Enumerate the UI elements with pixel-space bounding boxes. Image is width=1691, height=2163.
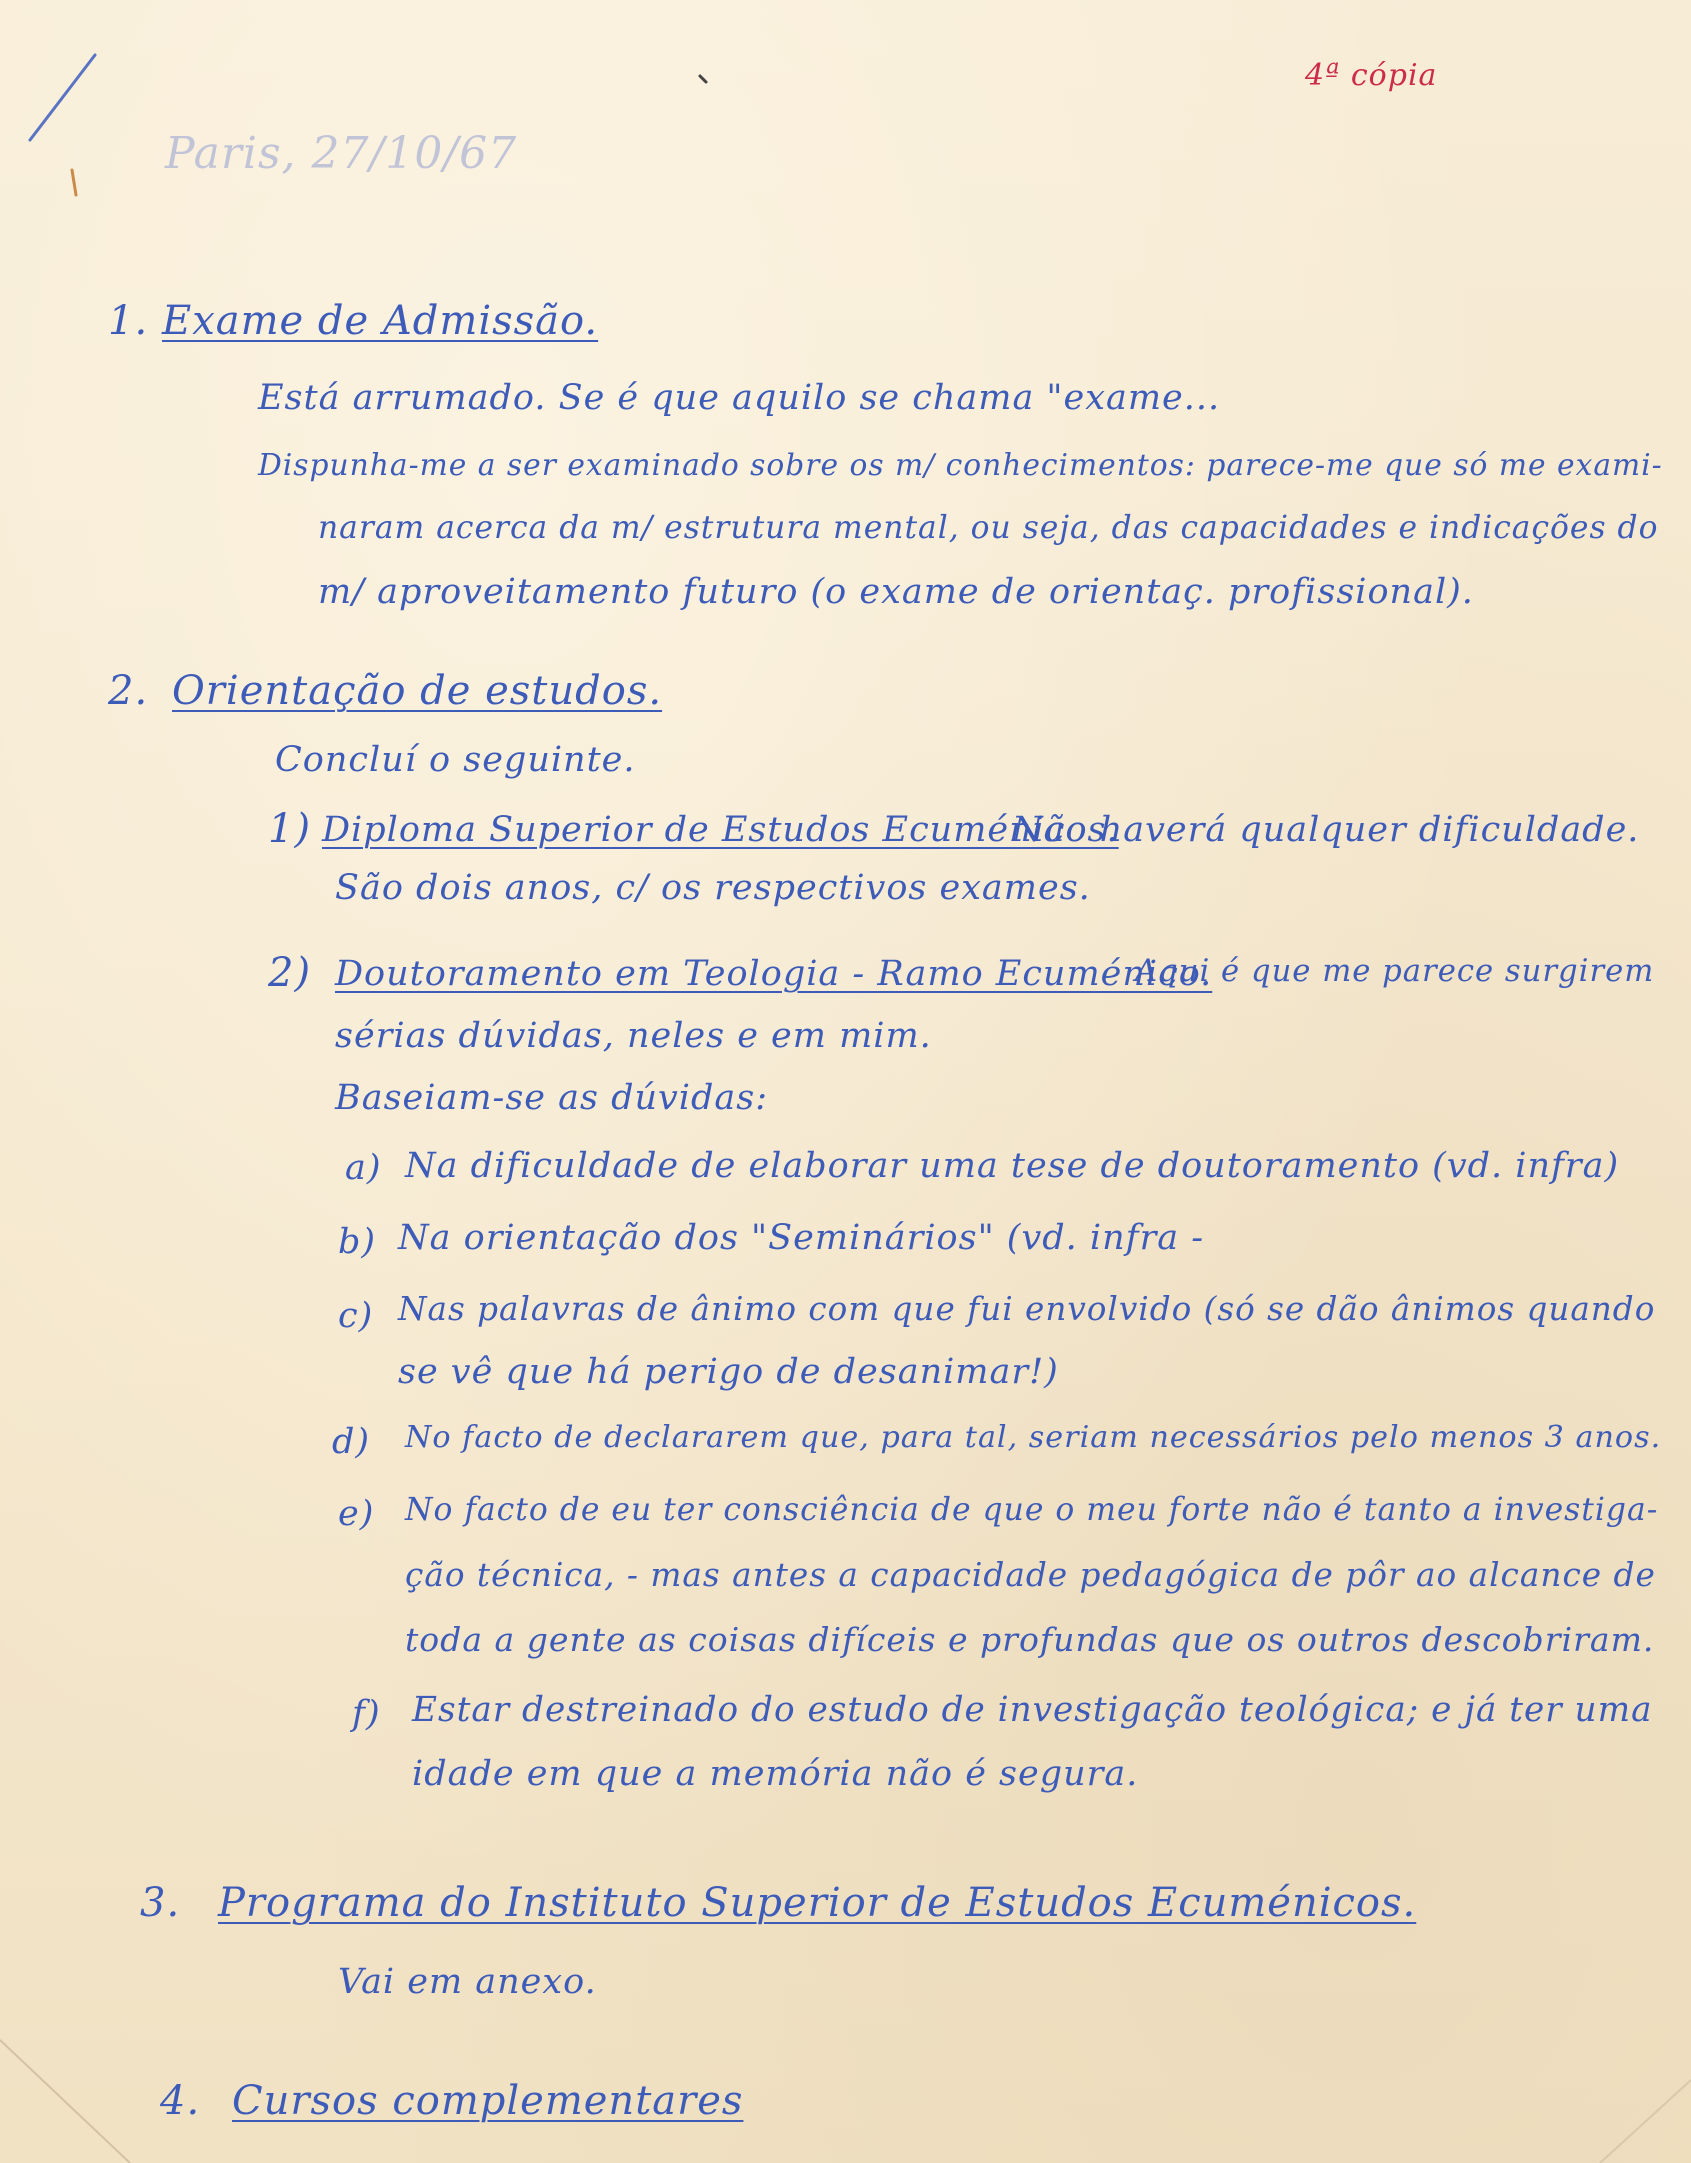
subitem-c-marker: c) <box>338 1296 374 1336</box>
section-2-intro: Concluí o seguinte. <box>275 740 636 780</box>
subitem-b-line: Na orientação dos "Seminários" (vd. infra - <box>398 1218 1205 1258</box>
subitem-a-line: Na dificuldade de elaborar uma tese de doutoramento (vd. infra) <box>405 1146 1620 1186</box>
item-2-marker: 2) <box>268 950 312 996</box>
subitem-f-marker: f) <box>352 1694 381 1734</box>
subitem-b-marker: b) <box>338 1222 377 1262</box>
section-4-number: 4. <box>160 2078 201 2124</box>
section-1-line: naram acerca da m/ estrutura mental, ou seja, das capacidades e indicações do <box>318 510 1659 546</box>
subitem-e-line: toda a gente as coisas difíceis e profundas que os outros descobriram. <box>405 1620 1655 1659</box>
section-3-title: Programa do Instituto Superior de Estudos Ecuménicos. <box>218 1880 1417 1926</box>
subitem-e-marker: e) <box>338 1494 375 1534</box>
item-1-rest: Não haverá qualquer dificuldade. <box>1012 810 1640 850</box>
item-1-line-2: São dois anos, c/ os respectivos exames. <box>335 868 1091 908</box>
subitem-d-marker: d) <box>332 1422 371 1462</box>
section-4-title: Cursos complementares <box>232 2078 744 2124</box>
section-2-title: Orientação de estudos. <box>172 668 663 714</box>
section-2-number: 2. <box>108 668 149 714</box>
subitem-f-line: idade em que a memória não é segura. <box>412 1754 1139 1794</box>
subitem-a-marker: a) <box>345 1148 382 1188</box>
section-1-title: Exame de Admissão. <box>162 298 599 344</box>
item-1-lead: Diploma Superior de Estudos Ecuménicos. <box>322 810 1119 850</box>
copy-note: 4ª cópia <box>1305 58 1438 93</box>
item-2-line-2: sérias dúvidas, neles e em mim. <box>335 1016 932 1056</box>
section-1-line: m/ aproveitamento futuro (o exame de orientaç. profissional). <box>318 572 1474 612</box>
section-3-number: 3. <box>140 1880 181 1926</box>
section-1-line: Está arrumado. Se é que aquilo se chama "exame... <box>258 378 1221 418</box>
item-1-marker: 1) <box>268 806 312 852</box>
subitem-d-line: No facto de declararem que, para tal, seriam necessários pelo menos 3 anos. <box>405 1420 1662 1455</box>
subitem-e-line: ção técnica, - mas antes a capacidade pedagógica de pôr ao alcance de <box>405 1556 1656 1594</box>
item-2-rest: Aqui é que me parece surgirem <box>1135 954 1655 989</box>
subitem-c-line: Nas palavras de ânimo com que fui envolvido (só se dão ânimos quando <box>398 1290 1656 1328</box>
subitem-e-line: No facto de eu ter consciência de que o meu forte não é tanto a investiga- <box>405 1492 1659 1528</box>
place-date: Paris, 27/10/67 <box>165 128 518 179</box>
section-3-line: Vai em anexo. <box>338 1962 597 2002</box>
section-1-number: 1. <box>108 298 149 344</box>
item-2-lead: Doutoramento em Teologia - Ramo Ecuménico. <box>335 954 1213 994</box>
section-1-line: Dispunha-me a ser examinado sobre os m/ conhecimentos: parece-me que só me exami- <box>258 448 1663 483</box>
item-2-basis: Baseiam-se as dúvidas: <box>335 1078 769 1118</box>
subitem-f-line: Estar destreinado do estudo de investigação teológica; e já ter uma <box>412 1690 1653 1730</box>
subitem-c-line: se vê que há perigo de desanimar!) <box>398 1352 1059 1392</box>
